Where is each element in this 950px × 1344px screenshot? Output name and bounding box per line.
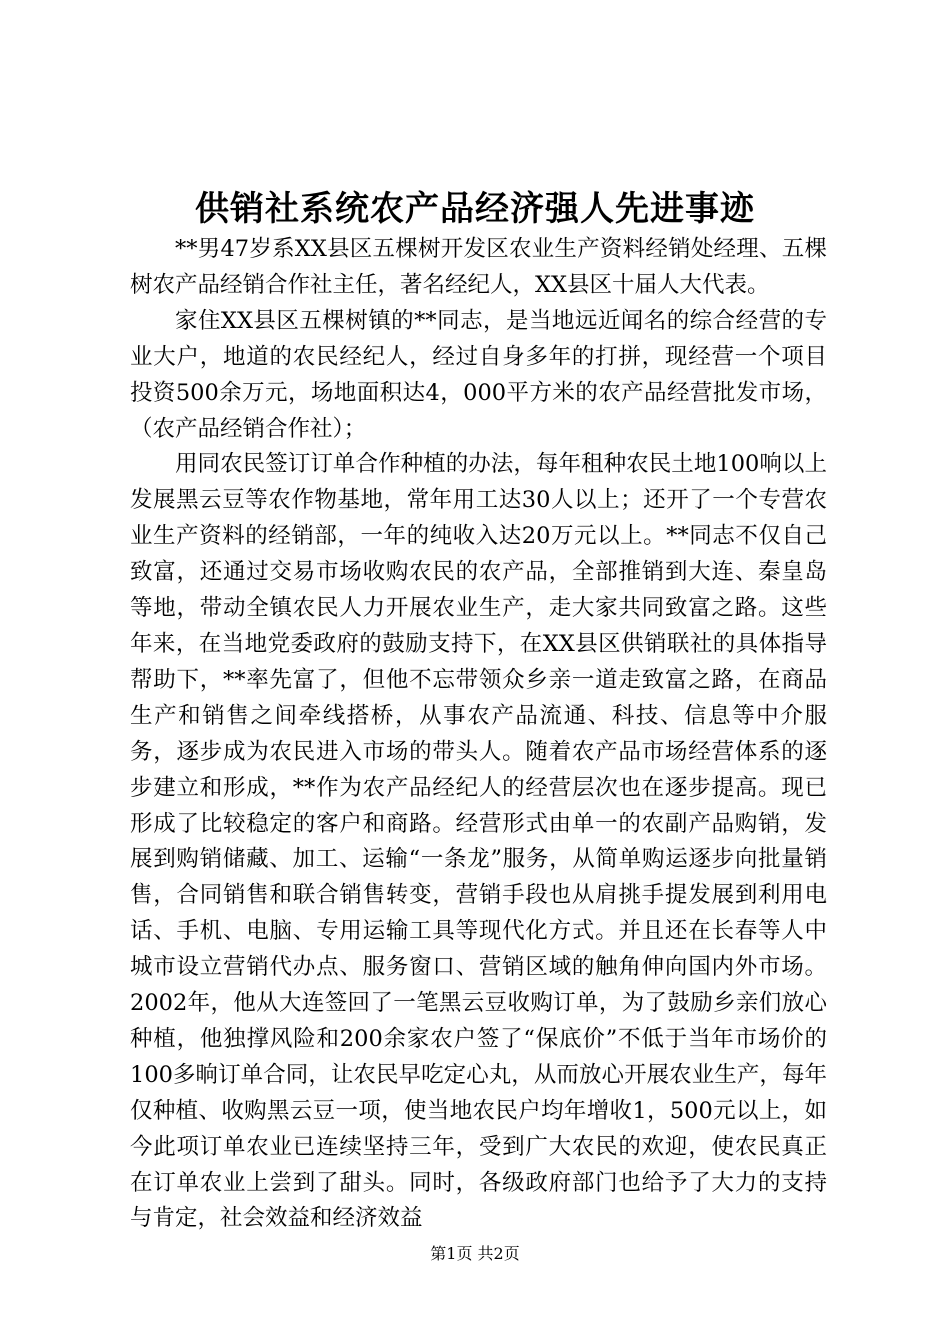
- paragraph-intro: **男47岁系XX县区五棵树开发区农业生产资料经销处经理、五棵树农产品经销合作社主任，著名经纪人，XX县区十届人大代表。: [130, 236, 827, 298]
- document-title: 供销社系统农产品经济强人先进事迹: [195, 189, 755, 229]
- paragraph-achievements: 用同农民签订订单合作种植的办法，每年租种农民土地100响以上发展黑云豆等农作物基地，常年用工达30人以上；还开了一个专营农业生产资料的经销部，一年的纯收入达20万元以上。**同志不仅自己致富，还通过交易市场收购农民的农产品，全部推销到大连、秦皇岛等地，带动全镇农民人力开展农业生产，走大家共同致富之路。这些年来，在当地党委政府的鼓励支持下，在XX县区供销联社的具体指导帮助下，**率先富了，但他不忘带领众乡亲一道走致富之路，在商品生产和销售之间牵线搭桥，从事农产品流通、科技、信息等中介服务，逐步成为农民进入市场的带头人。随着农产品市场经营体系的逐步建立和形成，**作为农产品经纪人的经营层次也在逐步提高。现已形成了比较稳定的客户和商路。经营形式由单一的农副产品购销，发展到购销储藏、加工、运输“一条龙”服务，从简单购运逐步向批量销售，合同销售和联合销售转变，营销手段也从肩挑手提发展到利用电话、手机、电脑、专用运输工具等现代化方式。并且还在长春等人中城市设立营销代办点、服务窗口、营销区域的触角伸向国内外市场。2002年，他从大连签回了一笔黑云豆收购订单，为了鼓励乡亲们放心种植，他独撑风险和200余家农户签了“保底价”不低于当年市场价的100多晌订单合同，让农民早吃定心丸，从而放心开展农业生产，每年仅种植、收购黑云豆一项，使当地农民户均年增收1，500元以上，如今此项订单农业已连续坚持三年，受到广大农民的欢迎，使农民真正在订单农业上尝到了甜头。同时，各级政府部门也给予了大力的支持与肯定，社会效益和经济效益: [130, 451, 827, 1232]
- page-number-footer: 第1页 共2页: [430, 1244, 520, 1263]
- paragraph-background: 家住XX县区五棵树镇的**同志，是当地远近闻名的综合经营的专业大户，地道的农民经纪人，经过自身多年的打拼，现经营一个项目投资500余万元，场地面积达4，000平方米的农产品经营批发市场，（农产品经销合作社）；: [130, 307, 827, 442]
- document-body: [130, 232, 827, 1237]
